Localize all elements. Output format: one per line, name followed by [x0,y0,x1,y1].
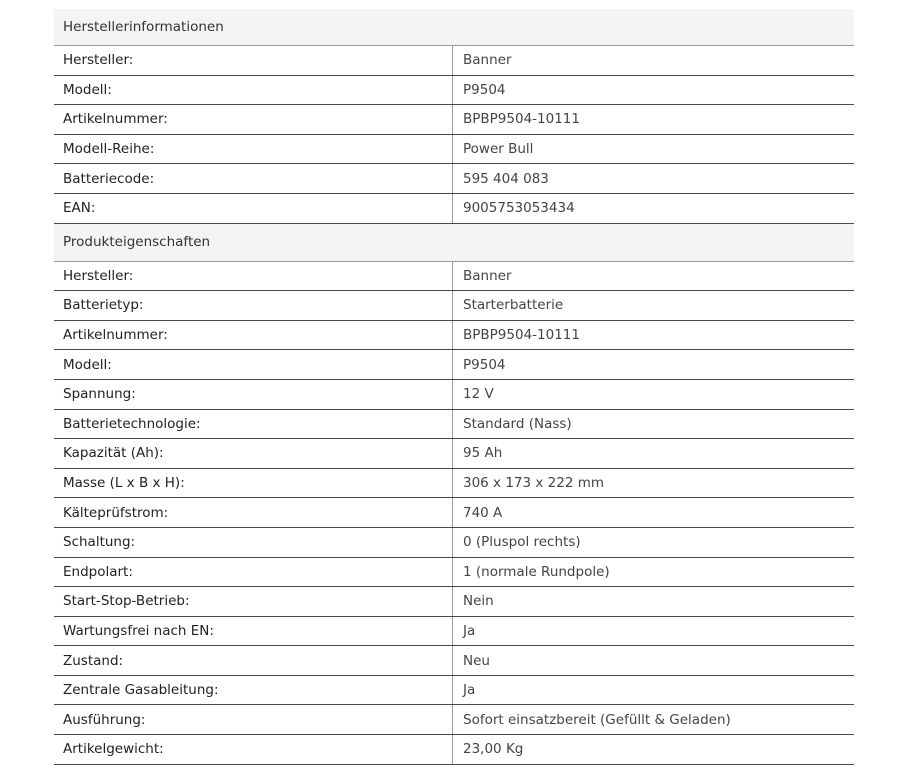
row-value: 1 (normale Rundpole) [463,563,610,580]
spec-table [54,9,854,765]
row-value: P9504 [463,81,506,98]
row-value: 9005753053434 [463,200,575,217]
row-label: EAN: [54,194,453,223]
row-label: Endpolart: [54,558,453,587]
row-value: Ja [463,622,476,639]
row-value: Ja [463,682,476,699]
row-value: 12 V [463,386,494,403]
row-label: Masse (L x B x H): [54,469,453,498]
row-value: P9504 [463,356,506,373]
section-produkteigenschaften [54,224,854,765]
row-value: BPBP9504-10111 [463,327,580,344]
row-label: Modell: [54,76,453,105]
row-label: Hersteller: [54,262,453,291]
row-label: Batterietyp: [54,291,453,320]
row-value: 0 (Pluspol rechts) [463,534,581,551]
row-value: BPBP9504-10111 [463,111,580,128]
row-value: Neu [463,652,490,669]
row-label: Artikelgewicht: [54,735,453,764]
row-value: Starterbatterie [463,297,564,314]
row-label: Hersteller: [54,46,453,75]
row-label: Modell-Reihe: [54,135,453,164]
row-label: Kapazität (Ah): [54,439,453,468]
row-label: Schaltung: [54,528,453,557]
section-herstellerinformationen [54,9,854,224]
row-label: Batterietechnologie: [54,410,453,439]
row-label: Kälteprüfstrom: [54,498,453,527]
row-value: Nein [463,593,494,610]
section-title: Produkteigenschaften [54,224,854,262]
table-row [54,439,854,469]
table-row [54,194,854,224]
row-value: Power Bull [463,141,534,158]
table-row [54,105,854,135]
row-value: 95 Ah [463,445,503,462]
row-value: Banner [463,267,512,284]
table-row [54,410,854,440]
table-row [54,380,854,410]
table-row [54,321,854,351]
table-row [54,705,854,735]
table-row [54,291,854,321]
row-label: Zustand: [54,646,453,675]
table-row [54,76,854,106]
table-row [54,646,854,676]
table-row [54,469,854,499]
table-row [54,528,854,558]
row-value: Banner [463,52,512,69]
table-row [54,676,854,706]
section-title: Herstellerinformationen [54,9,854,46]
table-row [54,617,854,647]
row-value: 595 404 083 [463,170,549,187]
table-row [54,350,854,380]
row-label: Spannung: [54,380,453,409]
row-value: Sofort einsatzbereit (Gefüllt & Geladen) [463,711,731,728]
table-row [54,498,854,528]
row-value: 740 A [463,504,503,521]
table-row [54,735,854,765]
row-value: Standard (Nass) [463,415,572,432]
row-value: 306 x 173 x 222 mm [463,475,605,492]
table-row [54,164,854,194]
table-row [54,135,854,165]
row-label: Batteriecode: [54,164,453,193]
table-row [54,262,854,292]
row-label: Artikelnummer: [54,105,453,134]
row-label: Zentrale Gasableitung: [54,676,453,705]
row-label: Modell: [54,350,453,379]
table-row [54,46,854,76]
row-label: Start-Stop-Betrieb: [54,587,453,616]
table-row [54,587,854,617]
row-label: Artikelnummer: [54,321,453,350]
row-label: Ausführung: [54,705,453,734]
table-row [54,558,854,588]
row-value: 23,00 Kg [463,741,524,758]
row-label: Wartungsfrei nach EN: [54,617,453,646]
